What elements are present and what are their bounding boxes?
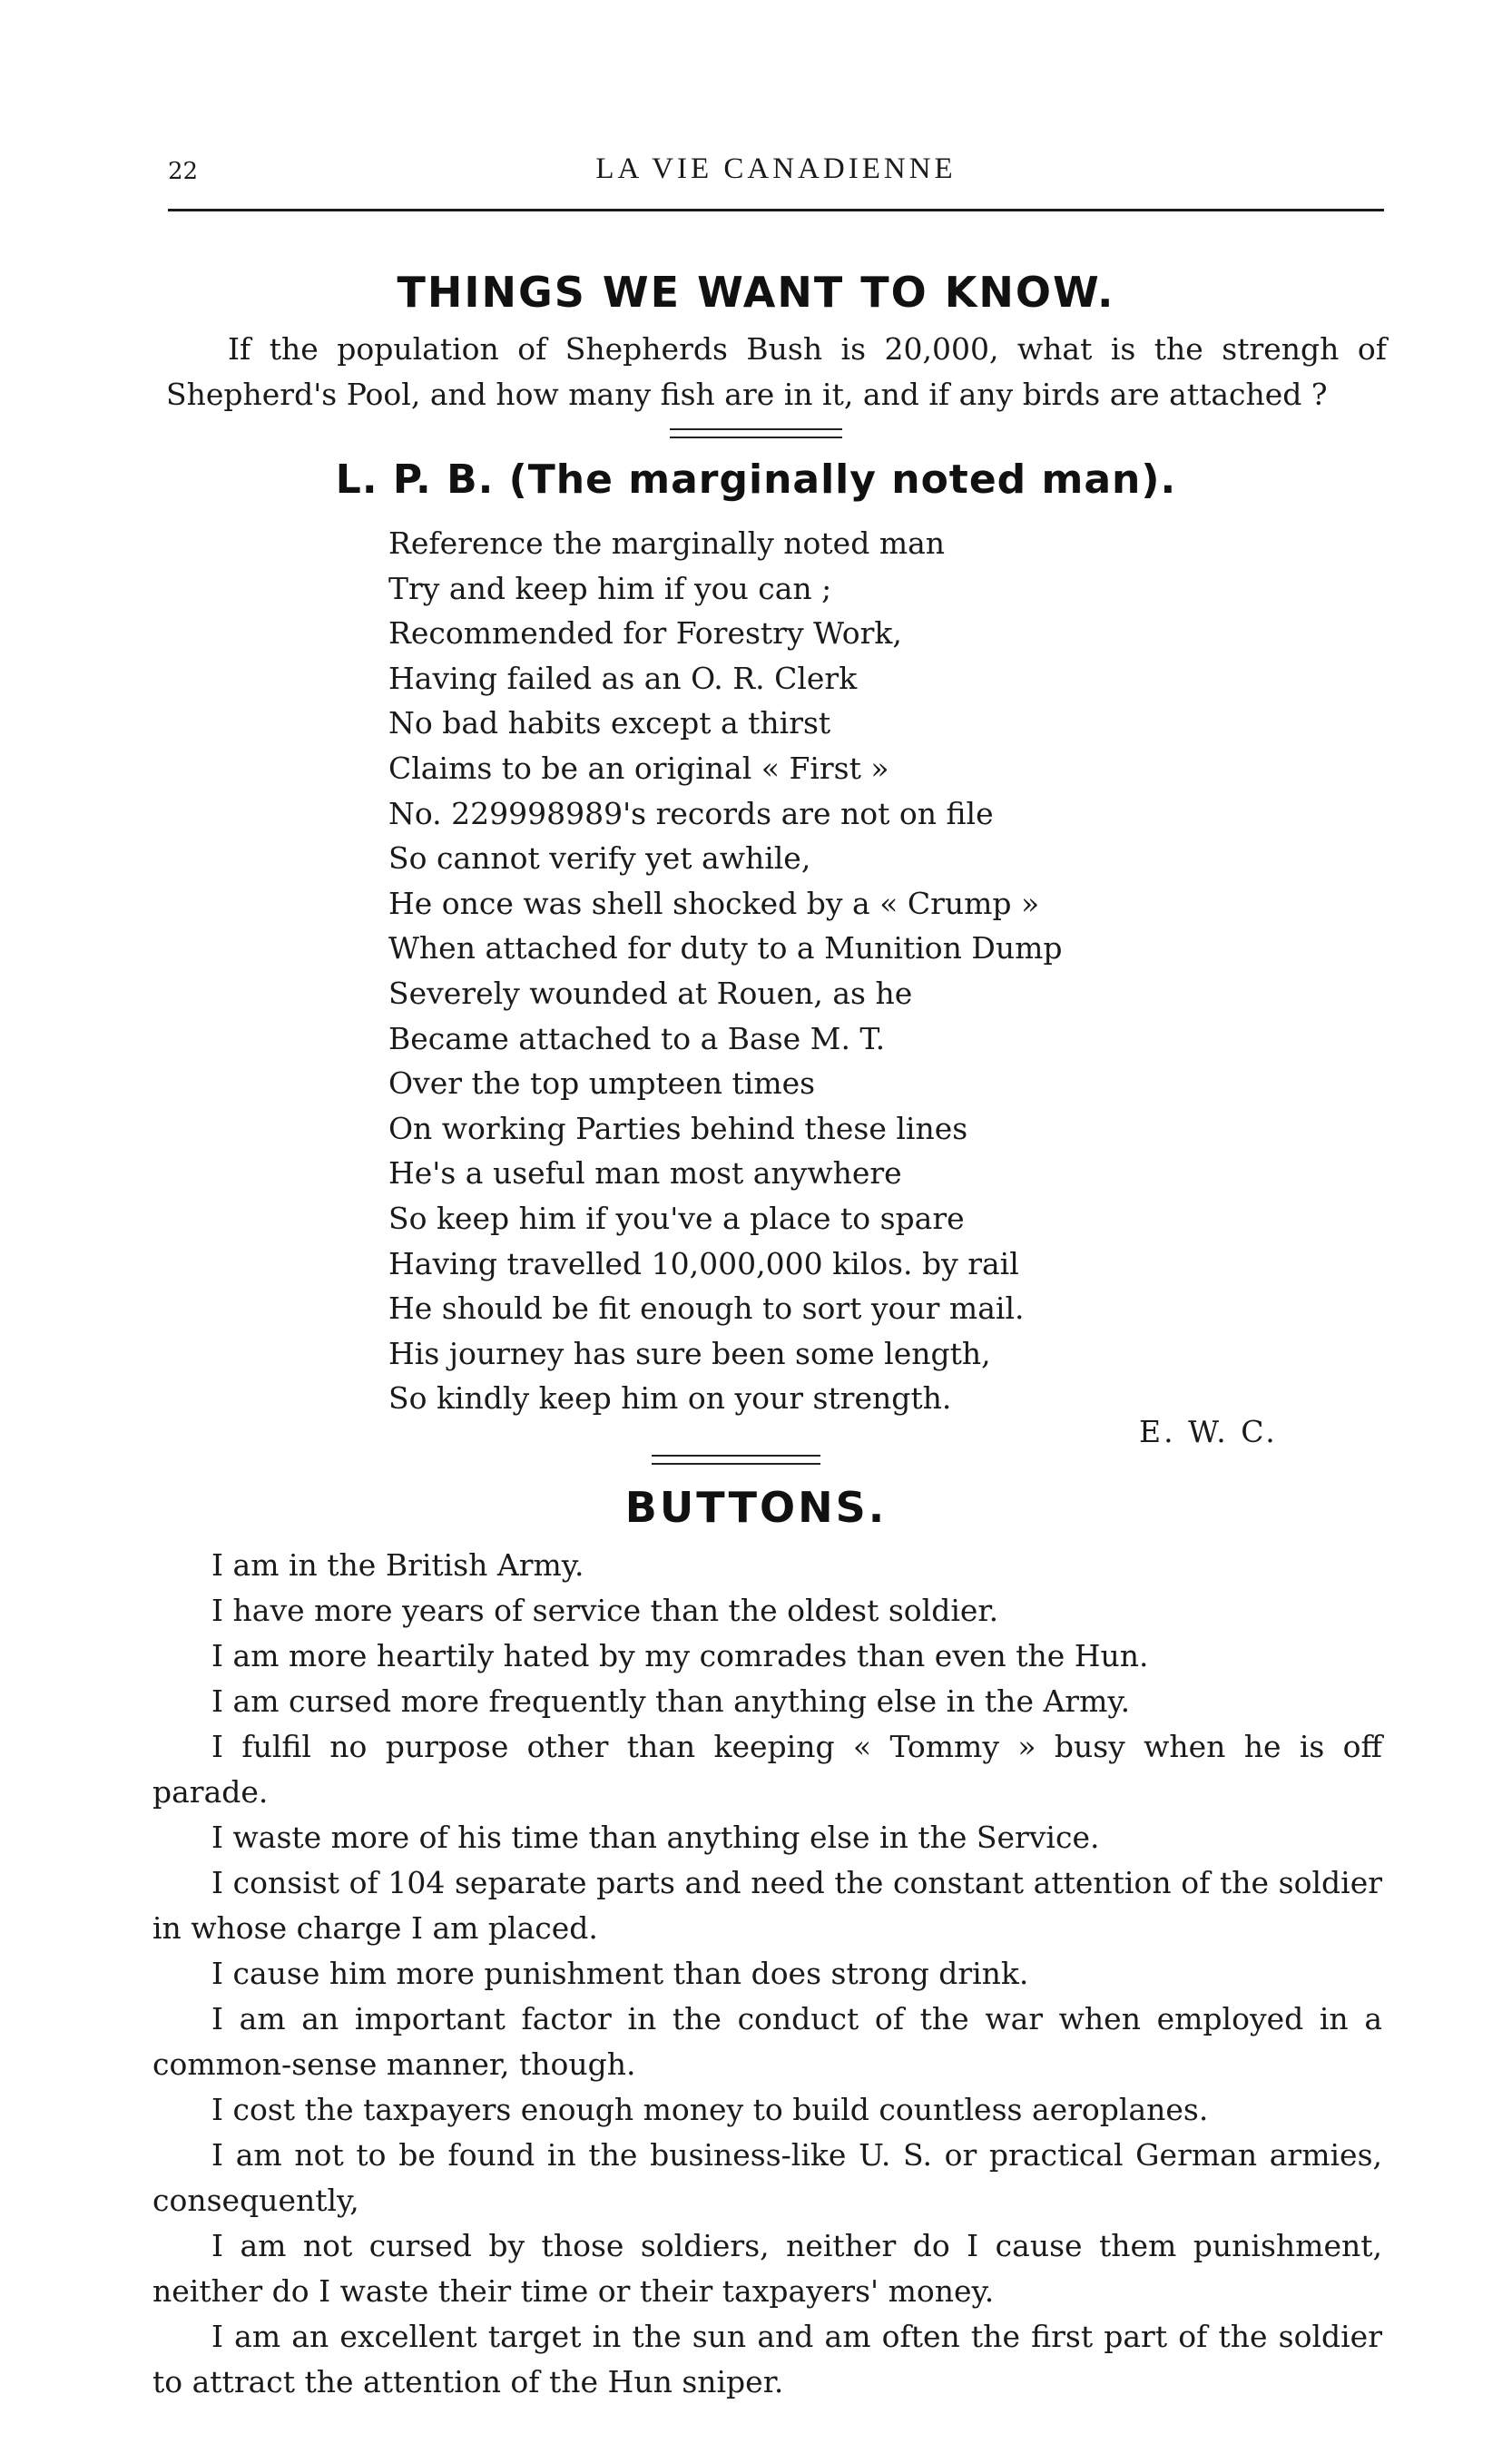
poem-line: So cannot verify yet awhile, — [388, 840, 811, 877]
buttons-text — [152, 1543, 1382, 2405]
poem-line: Having travelled 10,000,000 kilos. by rail — [388, 1245, 1019, 1281]
section-title-buttons: BUTTONS. — [624, 1483, 888, 1532]
poem-line: Having failed as an O. R. Clerk — [388, 660, 858, 696]
paragraph: I fulfil no purpose other than keeping « Tommy » busy when he is off parade. — [152, 1729, 1382, 1810]
poem-line: He once was shell shocked by a « Crump » — [388, 885, 1040, 921]
poem-line: When attached for duty to a Munition Dump — [388, 930, 1063, 967]
paragraph: I am cursed more frequently than anything else in the Army. — [211, 1683, 1131, 1719]
section-body-things-we-want-to-know: If the population of Shepherds Bush is 20,000, what is the strengh of Shepherd's Pool, and how many fish are in it, and if any birds are attached ? — [166, 331, 1387, 412]
poem-line: So kindly keep him on your strength. — [388, 1380, 952, 1417]
paragraph: I consist of 104 separate parts and need the constant attention of the soldier in whose charge I am placed. — [152, 1865, 1382, 1946]
poem-signature: E. W. C. — [1139, 1414, 1278, 1449]
running-title: LA VIE CANADIENNE — [595, 152, 957, 185]
page-number: 22 — [168, 158, 199, 185]
section-title-things-we-want-to-know: THINGS WE WANT TO KNOW. — [397, 268, 1115, 317]
poem-line: Recommended for Forestry Work, — [388, 615, 902, 652]
poem-line: No bad habits except a thirst — [388, 705, 831, 741]
page-header — [168, 152, 1384, 189]
poem-line: So keep him if you've a place to spare — [388, 1200, 965, 1236]
paragraph: I am an excellent target in the sun and am often the first part of the soldier to attract the attention of the Hun sniper. — [152, 2319, 1382, 2399]
poem-line: He should be fit enough to sort your mail. — [388, 1290, 1025, 1327]
paragraph: I am an important factor in the conduct of the war when employed in a common-sense manner, though. — [152, 2001, 1382, 2082]
paragraph: I have more years of service than the oldest soldier. — [211, 1593, 999, 1628]
paragraph: I am not to be found in the business-like U. S. or practical German armies, consequently, — [152, 2137, 1382, 2218]
poem-line: No. 229998989's records are not on file — [388, 795, 994, 831]
paragraph: I cost the taxpayers enough money to build countless aeroplanes. — [211, 2092, 1209, 2127]
paragraph: I waste more of his time than anything else in the Service. — [211, 1820, 1100, 1855]
poem-line: Over the top umpteen times — [388, 1065, 816, 1102]
poem — [388, 521, 1063, 1421]
poem-line: Became attached to a Base M. T. — [388, 1020, 886, 1056]
double-rule-divider — [670, 428, 842, 438]
paragraph: I am not cursed by those soldiers, neither do I cause them punishment, neither do I waste their time or their taxpayers' money. — [152, 2228, 1382, 2309]
poem-line: Reference the marginally noted man — [388, 525, 946, 561]
poem-line: Claims to be an original « First » — [388, 750, 889, 786]
section-title-lpb: L. P. B. (The marginally noted man). — [335, 456, 1177, 503]
poem-line: He's a useful man most anywhere — [388, 1155, 902, 1192]
poem-line: Try and keep him if you can ; — [388, 570, 832, 606]
paragraph: I am more heartily hated by my comrades than even the Hun. — [211, 1638, 1149, 1673]
poem-line: On working Parties behind these lines — [388, 1110, 968, 1146]
double-rule-divider — [652, 1455, 820, 1465]
poem-line: His journey has sure been some length, — [388, 1335, 991, 1371]
paragraph: I am in the British Army. — [211, 1547, 584, 1583]
poem-line: Severely wounded at Rouen, as he — [388, 975, 913, 1011]
paragraph: I cause him more punishment than does strong drink. — [211, 1956, 1029, 1991]
header-rule — [168, 209, 1384, 211]
